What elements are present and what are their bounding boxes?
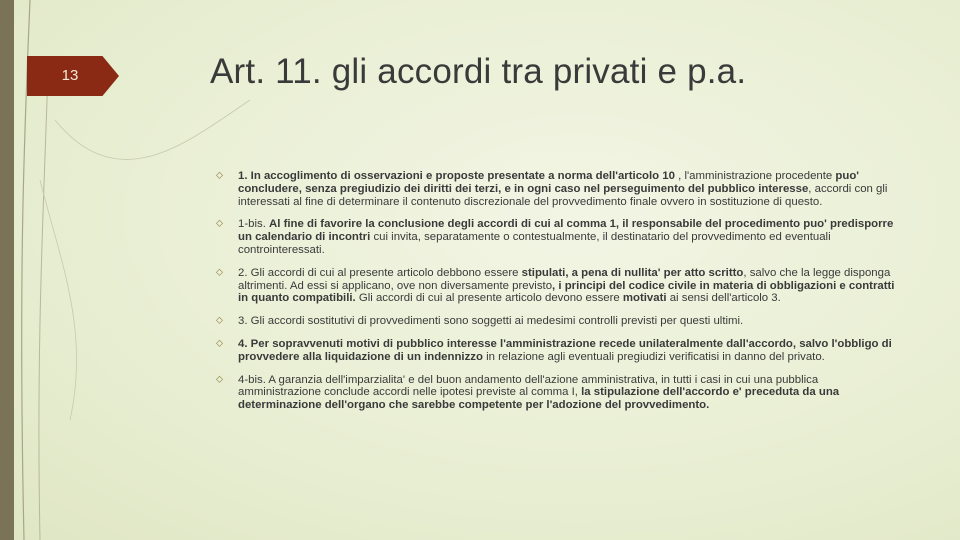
bold-text-segment: puo' concludere, senza pregiudizio dei diritti dei terzi, e in ogni caso nel perseguimento del pubblico interesse (238, 170, 860, 195)
bold-text-segment: 1. In accoglimento di osservazioni e proposte presentate a norma dell'articolo 10 (238, 170, 675, 182)
diamond-bullet-icon: ⬦ (216, 337, 223, 349)
bold-text-segment: motivati (622, 292, 667, 305)
bold-text-segment: la stipulazione dell'accordo e' preceduta da una determinazione dell'organo che sarebbe competente per l'adozione del provvedimento. (238, 386, 840, 412)
bold-text-segment: 4. Per sopravvenuti motivi di pubblico interesse l'amministrazione recede unilateralmente dall'accordo, salvo l'obbligo di provvedere alla liquidazione di un indennizzo (238, 337, 892, 363)
text-segment: , l'amministrazione procedente (674, 170, 836, 182)
text-segment: ai sensi dell'articolo 3. (666, 292, 781, 305)
bold-text-segment: stipulati, a pena di nullita' per atto scritto (521, 266, 744, 279)
bullet-item (214, 267, 904, 305)
bullet-item (214, 315, 904, 328)
text-segment: cui invita, separatamente o contestualmente, il destinatario del provvedimento ed eventuali controinteressati. (238, 231, 831, 256)
text-segment: Gli accordi di cui al presente articolo devono essere (355, 292, 623, 305)
diamond-bullet-icon: ⬦ (216, 315, 223, 327)
diamond-bullet-icon: ⬦ (216, 170, 223, 181)
text-segment: 3. Gli accordi sostitutivi di provvedimenti sono soggetti ai medesimi controlli previsti per questi ultimi. (238, 315, 744, 328)
diamond-bullet-icon: ⬦ (216, 373, 223, 385)
text-segment: 2. Gli accordi di cui al presente articolo debbono essere (238, 266, 522, 279)
text-segment: 4-bis. A garanzia dell'imparzialita' e del buon andamento dell'azione amministrativa, in tutti i casi in cui una pubblica amministrazione conclude accordi nelle ipotesi previste al comma I, (238, 373, 819, 399)
bold-text-segment: , i principi del codice civile in materia di obbligazioni e contratti in quanto compatibili. (238, 279, 895, 305)
bold-text-segment: Al fine di favorire la conclusione degli accordi di cui al comma 1, il responsabile del procedimento puo' predisporre un calendario di incontri (238, 218, 894, 244)
bullet-item (214, 218, 904, 256)
diamond-bullet-icon: ⬦ (216, 218, 223, 230)
bullet-item (214, 338, 904, 364)
bullet-item (214, 170, 904, 208)
bullet-item (214, 374, 904, 412)
left-decorative-bar (0, 0, 14, 540)
slide-title: Art. 11. gli accordi tra privati e p.a. (210, 52, 747, 91)
text-segment: 1-bis. (238, 218, 270, 231)
text-segment: in relazione agli eventuali pregiudizi verificatisi in danno del privato. (482, 350, 825, 363)
bullet-list (214, 170, 904, 422)
text-segment: , accordi con gli interessati al fine di determinare il contenuto discrezionale del provvedimento finale ovvero in sostituzione di questo. (238, 182, 888, 208)
diamond-bullet-icon: ⬦ (216, 266, 223, 278)
text-segment: , salvo che la legge disponga altrimenti. Ad essi si applicano, ove non diversamente previsto (238, 266, 891, 292)
slide-number: 13 (61, 67, 79, 84)
